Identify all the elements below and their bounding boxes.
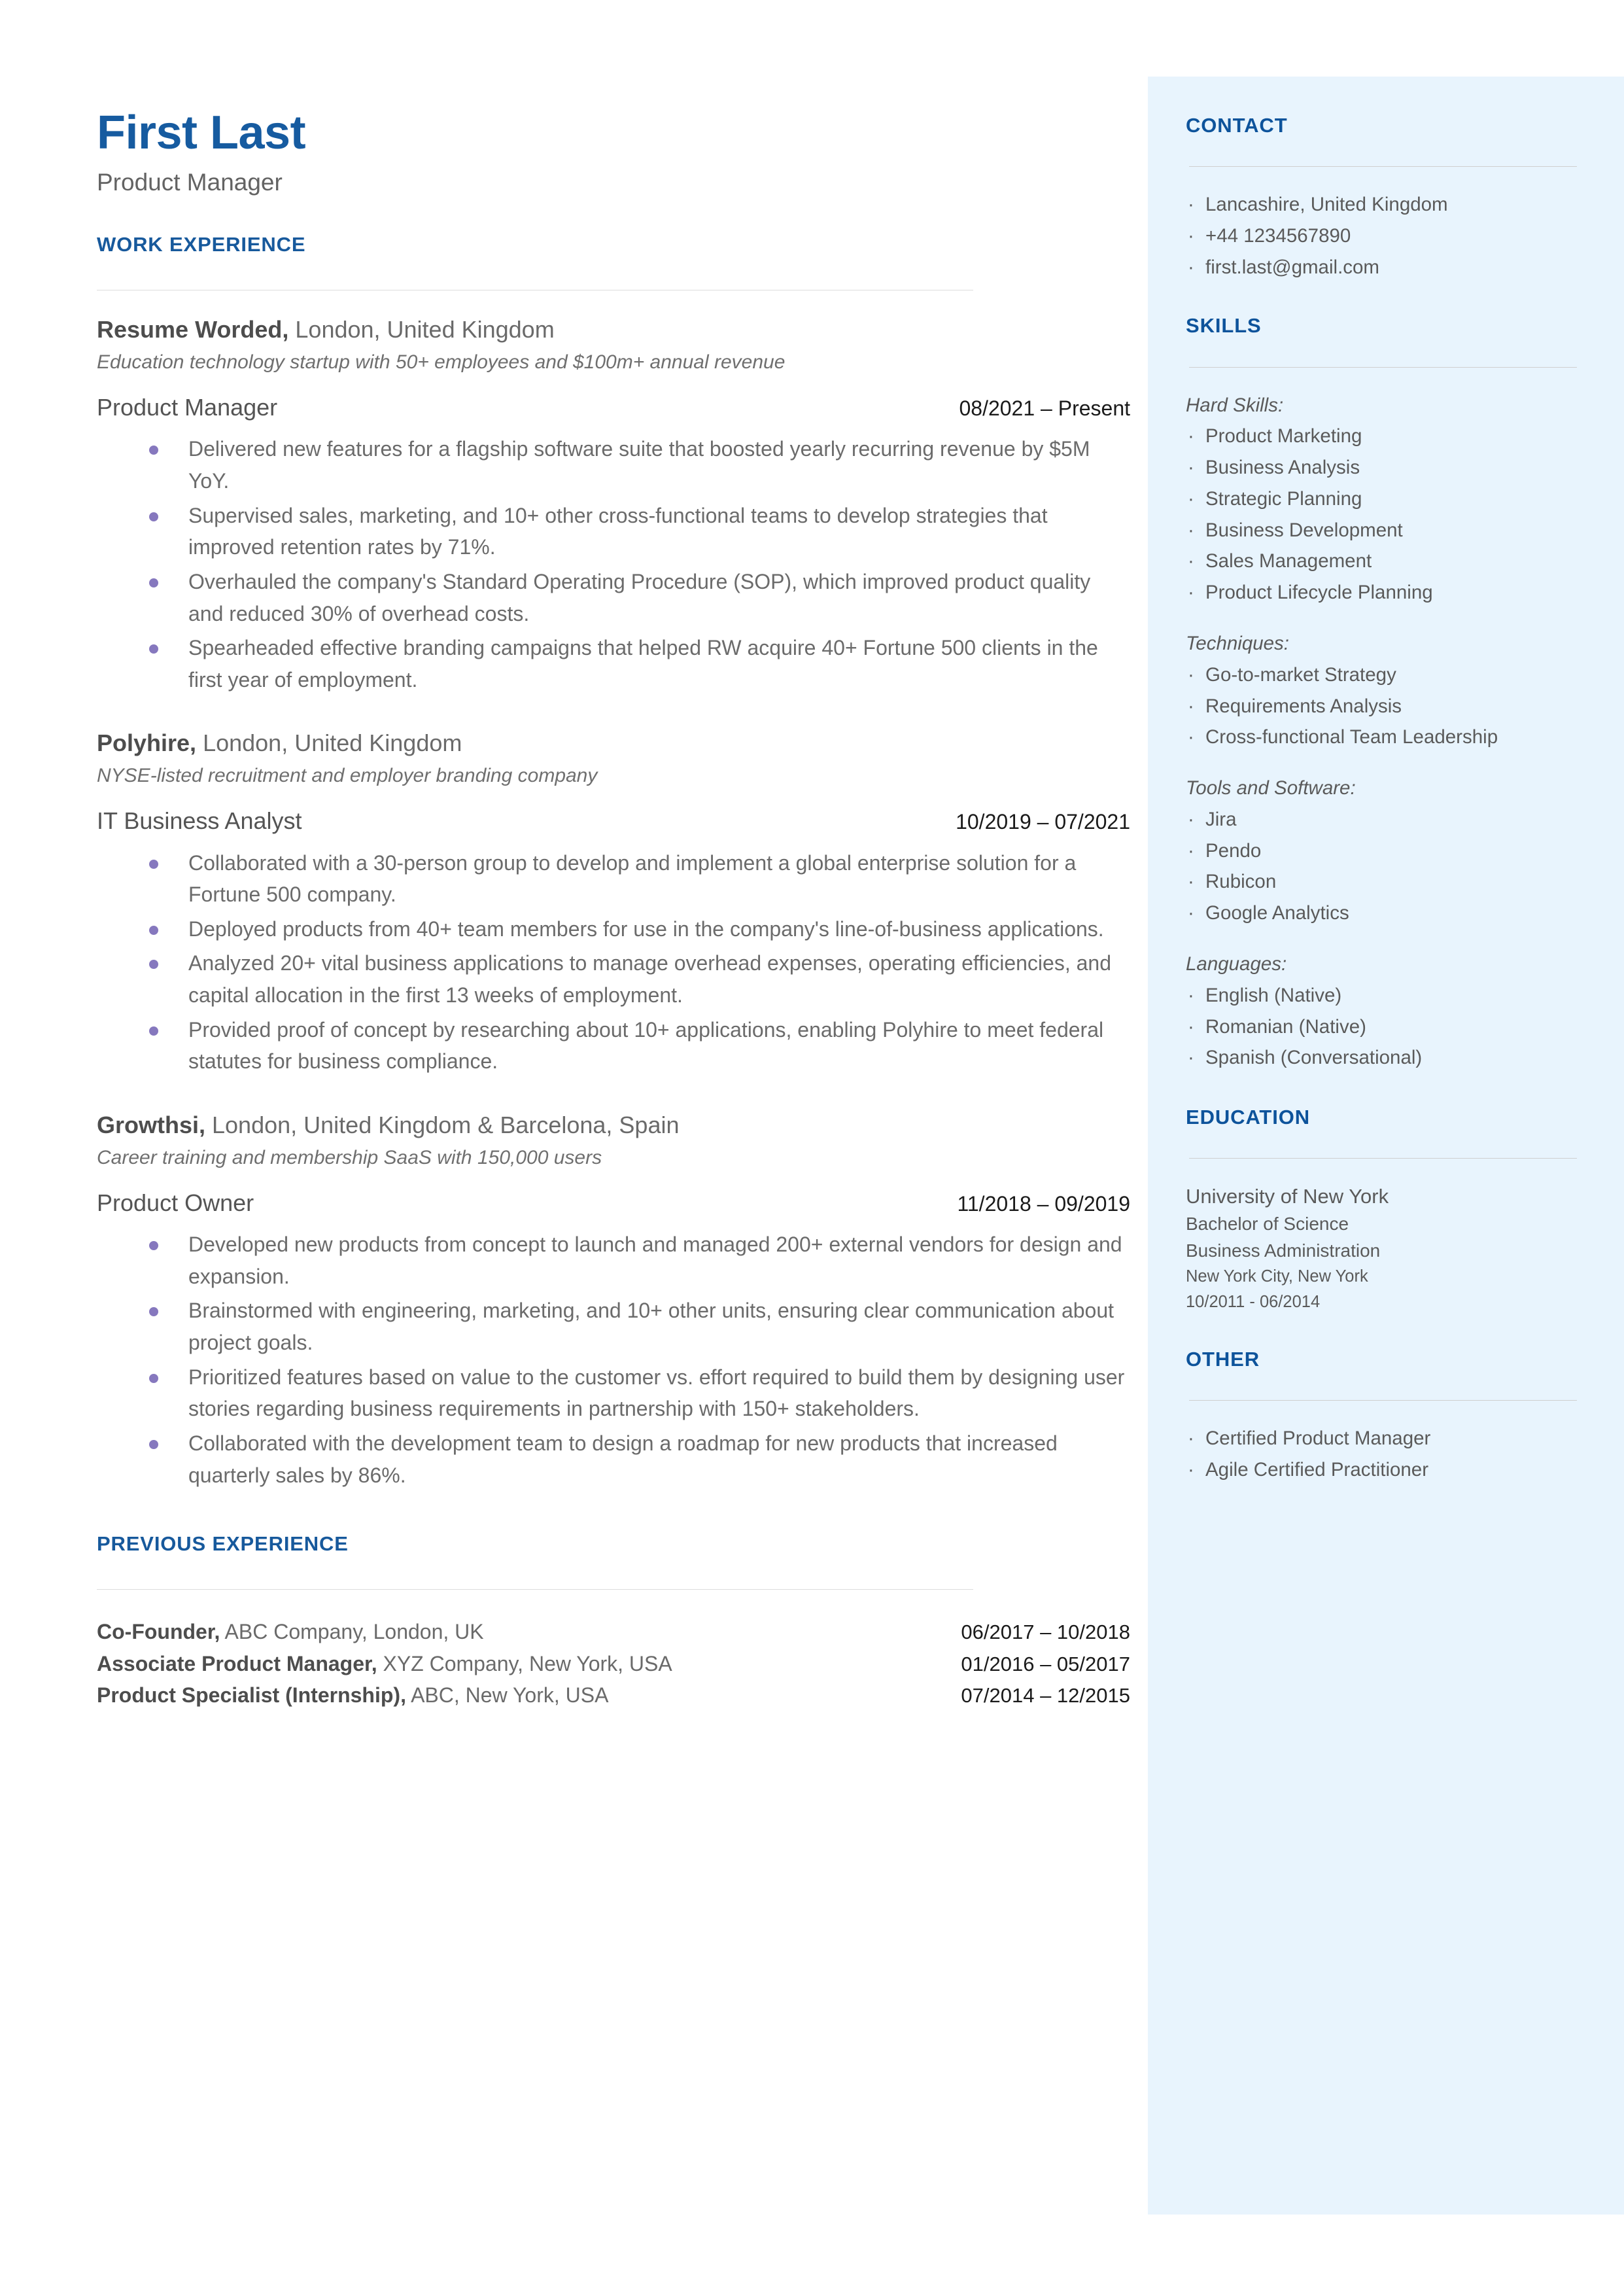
job-bullet-text: Supervised sales, marketing, and 10+ other cross-functional teams to develop strategies that improved retention rates by 71%.	[188, 503, 1048, 559]
bullet-dot-icon	[149, 512, 158, 521]
bullet-dot-icon: ·	[1188, 224, 1194, 247]
job-bullet-text: Deployed products from 40+ team members for use in the company's line-of-business applications.	[188, 917, 1104, 941]
job-company-description: NYSE-listed recruitment and employer branding company	[97, 765, 598, 787]
bullet-dot-icon: ·	[1188, 1428, 1194, 1450]
skill-item	[1186, 421, 1585, 452]
skill-item	[1186, 546, 1585, 577]
job-bullet	[97, 1361, 1130, 1425]
bullet-dot-icon: ·	[1188, 726, 1194, 748]
contact-list	[1186, 189, 1585, 283]
skills-group-label-tools: Tools and Software:	[1186, 777, 1356, 799]
education-degree: Bachelor of Science	[1186, 1214, 1349, 1235]
bullet-dot-icon: ·	[1188, 256, 1194, 278]
sidebar	[1148, 77, 1624, 2215]
bullet-dot-icon	[149, 446, 158, 455]
technique-item	[1186, 722, 1585, 753]
job-bullet	[97, 632, 1130, 695]
skill-item	[1186, 483, 1585, 515]
contact-email-text: first.last@gmail.com	[1205, 256, 1379, 278]
job-bullet-text: Prioritized features based on value to the customer vs. effort required to build them by designing user stories regarding business requirements in partnership with 150+ stakeholders.	[188, 1365, 1125, 1421]
job-bullet-text: Spearheaded effective branding campaigns that helped RW acquire 40+ Fortune 500 clients in the first year of employment.	[188, 636, 1098, 692]
section-heading-work-experience: WORK EXPERIENCE	[97, 233, 306, 256]
previous-detail: ABC Company, London, UK	[220, 1620, 484, 1644]
bullet-dot-icon: ·	[1188, 663, 1194, 686]
technique-text: Go-to-market Strategy	[1205, 663, 1396, 686]
skill-item	[1186, 577, 1585, 608]
job-company-name: Polyhire,	[97, 729, 197, 757]
bullet-dot-icon: ·	[1188, 194, 1194, 216]
job-bullet-list	[97, 433, 1130, 695]
previous-role-line	[97, 1616, 484, 1647]
language-text: Romanian (Native)	[1205, 1015, 1366, 1038]
bullet-dot-icon: ·	[1188, 808, 1194, 830]
bullet-dot-icon	[149, 1374, 158, 1383]
bullet-dot-icon: ·	[1188, 550, 1194, 572]
skill-text: Strategic Planning	[1205, 487, 1362, 510]
bullet-dot-icon	[149, 1026, 158, 1036]
previous-role-line	[97, 1679, 608, 1711]
technique-item	[1186, 691, 1585, 722]
technique-text: Requirements Analysis	[1205, 695, 1402, 717]
job-bullet-list	[97, 847, 1130, 1077]
skills-list-tools	[1186, 804, 1585, 929]
previous-experience-row	[97, 1616, 1130, 1648]
certification-item	[1186, 1454, 1585, 1486]
bullet-dot-icon	[149, 926, 158, 935]
tool-item	[1186, 898, 1585, 929]
sidebar-heading-contact: CONTACT	[1186, 114, 1288, 137]
job-bullet-text: Brainstormed with engineering, marketing, and 10+ other units, ensuring clear communication about project goals.	[188, 1299, 1114, 1355]
previous-experience-row	[97, 1648, 1130, 1680]
tool-item	[1186, 835, 1585, 867]
job-bullet-text: Collaborated with the development team to design a roadmap for new products that increased quarterly sales by 86%.	[188, 1431, 1058, 1487]
bullet-dot-icon: ·	[1188, 582, 1194, 604]
job-bullet	[97, 913, 1130, 945]
job-role: Product Owner	[97, 1189, 254, 1216]
job-dates: 10/2019 – 07/2021	[956, 810, 1130, 834]
skills-group-label-languages: Languages:	[1186, 953, 1287, 975]
job-bullet	[97, 847, 1130, 911]
skills-list-hard	[1186, 421, 1585, 608]
skills-group-label-techniques: Techniques:	[1186, 633, 1290, 654]
contact-phone-text: +44 1234567890	[1205, 224, 1351, 247]
job-bullet	[97, 1014, 1130, 1077]
job-company-name: Resume Worded,	[97, 316, 289, 343]
job-title-row	[97, 1189, 1130, 1217]
bullet-dot-icon	[149, 1241, 158, 1250]
main-content	[97, 0, 1130, 1711]
language-item	[1186, 980, 1585, 1011]
language-text: Spanish (Conversational)	[1205, 1047, 1423, 1069]
bullet-dot-icon: ·	[1188, 457, 1194, 479]
experience-entry	[97, 315, 1130, 695]
bullet-dot-icon: ·	[1188, 1047, 1194, 1069]
skills-list-languages	[1186, 980, 1585, 1074]
job-company-line	[97, 728, 1130, 758]
education-school: University of New York	[1186, 1185, 1389, 1208]
skill-text: Business Analysis	[1205, 457, 1360, 479]
page-title: First Last	[97, 107, 306, 159]
job-company-name: Growthsi,	[97, 1111, 206, 1138]
certification-item	[1186, 1423, 1585, 1454]
job-bullet-text: Overhauled the company's Standard Operating Procedure (SOP), which improved product quality and reduced 30% of overhead costs.	[188, 569, 1091, 625]
language-item	[1186, 1042, 1585, 1074]
job-bullet	[97, 947, 1130, 1011]
contact-location-text: Lancashire, United Kingdom	[1205, 194, 1448, 216]
bullet-dot-icon: ·	[1188, 902, 1194, 924]
certification-text: Agile Certified Practitioner	[1205, 1458, 1429, 1480]
certification-text: Certified Product Manager	[1205, 1428, 1431, 1450]
job-company-line	[97, 1110, 1130, 1140]
contact-item-location	[1186, 189, 1585, 220]
tool-text: Pendo	[1205, 839, 1262, 862]
previous-experience-list	[97, 1616, 1130, 1711]
skill-item	[1186, 515, 1585, 546]
bullet-dot-icon: ·	[1188, 1015, 1194, 1038]
previous-role: Product Specialist (Internship),	[97, 1683, 406, 1708]
bullet-dot-icon: ·	[1188, 984, 1194, 1006]
section-heading-previous-experience: PREVIOUS EXPERIENCE	[97, 1532, 349, 1556]
bullet-dot-icon	[149, 644, 158, 654]
job-role: Product Manager	[97, 394, 278, 421]
bullet-dot-icon	[149, 578, 158, 587]
previous-role: Associate Product Manager,	[97, 1651, 377, 1675]
skill-text: Business Development	[1205, 519, 1403, 541]
job-bullet-list	[97, 1229, 1130, 1491]
job-company-line	[97, 315, 1130, 344]
skill-text: Product Marketing	[1205, 425, 1362, 447]
bullet-dot-icon: ·	[1188, 425, 1194, 447]
job-bullet-text: Developed new products from concept to launch and managed 200+ external vendors for design and expansion.	[188, 1233, 1122, 1288]
tool-item	[1186, 866, 1585, 898]
bullet-dot-icon: ·	[1188, 695, 1194, 717]
tool-item	[1186, 804, 1585, 835]
bullet-dot-icon: ·	[1188, 871, 1194, 893]
job-location: London, United Kingdom & Barcelona, Spain	[205, 1111, 680, 1138]
skill-item	[1186, 452, 1585, 483]
job-bullet-text: Analyzed 20+ vital business applications to manage overhead expenses, operating efficiencies, and capital allocation in the first 13 weeks of employment.	[188, 951, 1111, 1007]
education-entry	[1186, 1182, 1585, 1314]
previous-role: Co-Founder,	[97, 1620, 220, 1644]
tool-text: Rubicon	[1205, 871, 1277, 893]
previous-dates: 06/2017 – 10/2018	[961, 1621, 1130, 1644]
job-bullet	[97, 1229, 1130, 1292]
skills-group-label-hard: Hard Skills:	[1186, 394, 1284, 416]
education-dates: 10/2011 - 06/2014	[1186, 1292, 1321, 1311]
tool-text: Google Analytics	[1205, 902, 1349, 924]
job-location: London, United Kingdom	[196, 729, 462, 757]
language-text: English (Native)	[1205, 984, 1342, 1006]
contact-item-email[interactable]	[1186, 252, 1585, 283]
skills-list-techniques	[1186, 659, 1585, 753]
job-title-row	[97, 807, 1130, 835]
job-title-row	[97, 393, 1130, 421]
bullet-dot-icon	[149, 1440, 158, 1449]
previous-experience-row	[97, 1679, 1130, 1711]
bullet-dot-icon	[149, 1307, 158, 1316]
job-bullet	[97, 433, 1130, 497]
job-bullet	[97, 500, 1130, 563]
sidebar-heading-other: OTHER	[1186, 1347, 1260, 1371]
bullet-dot-icon	[149, 960, 158, 969]
skill-text: Sales Management	[1205, 550, 1372, 572]
job-bullet	[97, 1428, 1130, 1491]
header-job-title: Product Manager	[97, 168, 283, 196]
job-bullet	[97, 1295, 1130, 1358]
job-location: London, United Kingdom	[288, 316, 555, 343]
language-item	[1186, 1011, 1585, 1043]
education-location: New York City, New York	[1186, 1267, 1368, 1286]
job-dates: 11/2018 – 09/2019	[957, 1191, 1130, 1216]
job-bullet-text: Delivered new features for a flagship software suite that boosted yearly recurring revenue by $5M YoY.	[188, 437, 1090, 493]
job-bullet	[97, 566, 1130, 629]
bullet-dot-icon: ·	[1188, 519, 1194, 541]
job-company-description: Career training and membership SaaS with 150,000 users	[97, 1146, 602, 1168]
job-company-description: Education technology startup with 50+ employees and $100m+ annual revenue	[97, 351, 786, 374]
previous-detail: XYZ Company, New York, USA	[377, 1651, 672, 1675]
skill-text: Product Lifecycle Planning	[1205, 582, 1433, 604]
contact-item-phone	[1186, 220, 1585, 252]
technique-item	[1186, 659, 1585, 691]
sidebar-heading-skills: SKILLS	[1186, 314, 1262, 338]
previous-role-line	[97, 1648, 672, 1679]
tool-text: Jira	[1205, 808, 1237, 830]
previous-dates: 07/2014 – 12/2015	[961, 1684, 1130, 1708]
job-dates: 08/2021 – Present	[959, 396, 1130, 421]
job-bullet-text: Provided proof of concept by researching about 10+ applications, enabling Polyhire to meet federal statutes for business compliance.	[188, 1017, 1104, 1074]
job-bullet-text: Collaborated with a 30-person group to develop and implement a global enterprise solution for a Fortune 500 company.	[188, 850, 1077, 907]
previous-dates: 01/2016 – 05/2017	[961, 1652, 1130, 1675]
bullet-dot-icon: ·	[1188, 487, 1194, 510]
previous-detail: ABC, New York, USA	[406, 1683, 609, 1708]
bullet-dot-icon: ·	[1188, 839, 1194, 862]
experience-entry	[97, 1110, 1130, 1491]
technique-text: Cross-functional Team Leadership	[1205, 726, 1498, 748]
experience-entry	[97, 728, 1130, 1077]
bullet-dot-icon: ·	[1188, 1458, 1194, 1480]
other-list	[1186, 1423, 1585, 1486]
sidebar-heading-education: EDUCATION	[1186, 1106, 1311, 1129]
education-field: Business Administration	[1186, 1240, 1381, 1261]
bullet-dot-icon	[149, 860, 158, 869]
job-role: IT Business Analyst	[97, 807, 302, 835]
